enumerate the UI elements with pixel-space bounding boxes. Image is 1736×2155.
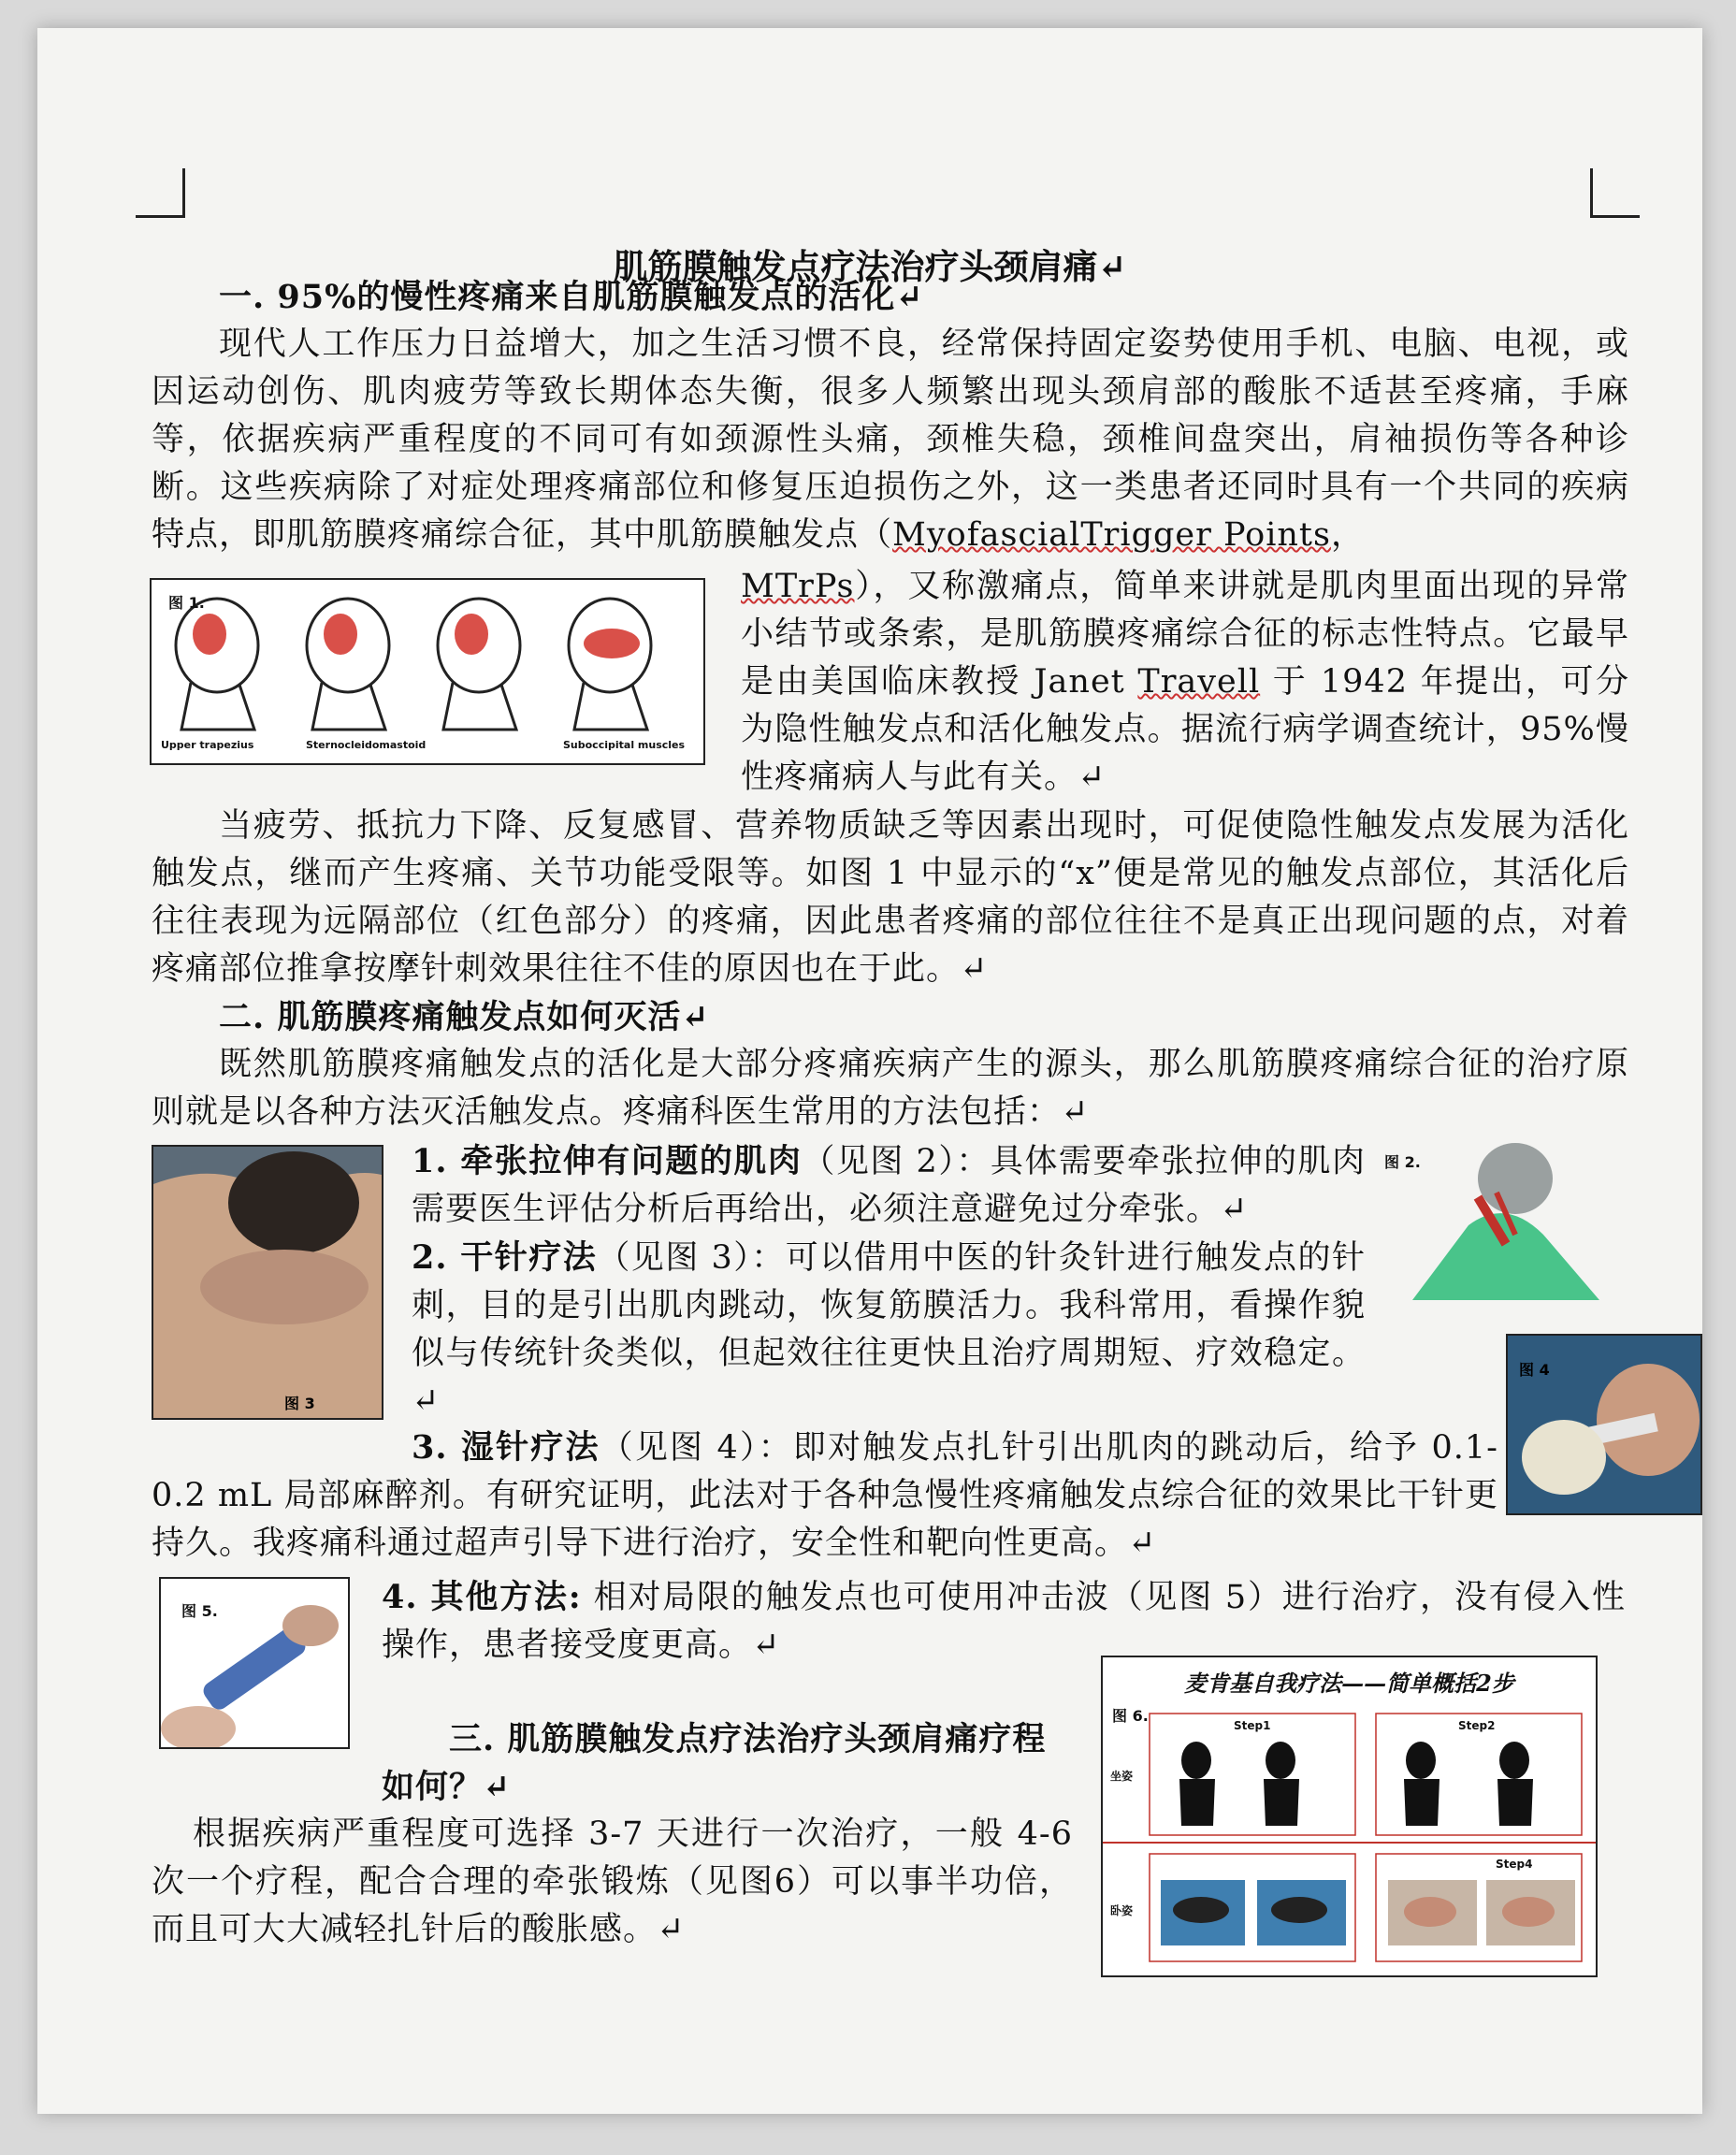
- figure-2-shapes: [1384, 1141, 1628, 1309]
- method-4-title: 4. 其他方法:: [382, 1578, 582, 1616]
- figure-1-caption-4: Suboccipital muscles: [563, 739, 686, 751]
- figure-3-photo-shapes: [153, 1147, 382, 1418]
- method-3-title: 3. 湿针疗法: [412, 1428, 600, 1467]
- figure-6-step4: Step4: [1496, 1858, 1533, 1871]
- figure-1-heads-illustration: [152, 580, 703, 763]
- section3-heading: 三. 肌筋膜触发点疗法治疗头颈肩痛疗程如何？↵: [382, 1720, 1047, 1806]
- p4-text: 根据疾病严重程度可选择 3-7 天进行一次治疗，一般 4-6 次一个疗程，配合合理的牵张锻炼（见图6）可以事半功倍，而且可大大减轻扎针后的酸胀感。↵: [152, 1815, 1073, 1948]
- p1-comma: ，: [1330, 516, 1365, 554]
- method-1-text: （见图 2）：具体需要牵张拉伸的肌肉需要医生评估分析后再给出，必须注意避免过分牵张。↵: [412, 1143, 1366, 1228]
- figure-1-head-1: [176, 599, 258, 730]
- crop-mark-top-left: [136, 168, 185, 218]
- method-1-title: 1. 牵张拉伸有问题的肌肉: [412, 1142, 803, 1180]
- method-2-text: （见图 3）：可以借用中医的针灸针进行触发点的针刺，目的是引出肌肉跳动，恢复筋膜活力。我科常用，看操作貌似与传统针灸类似，但起效往往更快且治疗周期短、疗效稳定。↵: [412, 1239, 1366, 1420]
- method-3-text: （见图 4）：即对触发点扎针引出肌肉的跳动后，给予 0.1-0.2 mL 局部麻醉剂。有研究证明，此法对于各种急慢性疼痛触发点综合征的效果比干针更持久。我疼痛科通过超声引导下进行治疗，安全性和靶向性更高。↵: [152, 1429, 1498, 1562]
- p1-text-c: 于 1942 年提出，可分为隐性触发点和活化触发点。据流行病学调查统计，95%慢性疼痛病人与此有关。↵: [741, 663, 1630, 796]
- figure-2-label: 图 2.: [1384, 1153, 1421, 1171]
- section1-paragraph1-start: [152, 321, 1629, 559]
- methods-1-2-block: [412, 1137, 1366, 1425]
- figure-1-head-2: [307, 599, 389, 730]
- figure-1-head-3: [438, 599, 520, 730]
- figure-6-row1-label: 坐姿: [1110, 1770, 1134, 1783]
- document-title: 肌筋膜触发点疗法治疗头颈肩痛↵: [613, 246, 1127, 287]
- figure-3-dry-needling-photo: [152, 1145, 383, 1420]
- section1-paragraph1-wrap: [741, 563, 1629, 802]
- figure-6-mckenzie-exercise: [1101, 1656, 1598, 1977]
- crop-mark-top-right: [1590, 168, 1640, 218]
- section2-heading: 二. 肌筋膜疼痛触发点如何灭活↵: [219, 998, 710, 1036]
- p1-abbr: MTrPs: [741, 568, 855, 605]
- figure-3-label: 图 3: [284, 1395, 315, 1412]
- figure-1-trigger-points: [150, 578, 705, 765]
- p1-text-b: ），又称激痛点，简单来讲就是肌肉里面出现的异常小结节或条索，是肌筋膜疼痛综合征的标志性特点。它最早是由美国临床教授 Janet: [741, 568, 1629, 701]
- figure-1-caption-2: Sternocleidomastoid: [306, 739, 427, 751]
- method-2-title: 2. 干针疗法: [412, 1238, 598, 1277]
- section3-paragraph: [152, 1811, 1073, 1954]
- figure-4-wet-needling-photo: [1506, 1334, 1702, 1515]
- section1-block: [152, 273, 1629, 559]
- p1-term: MyofascialTrigger Points: [892, 516, 1331, 554]
- figure-6-step1: Step1: [1234, 1719, 1271, 1732]
- p3-text: 既然肌筋膜疼痛触发点的活化是大部分疼痛疾病产生的源头，那么肌筋膜疼痛综合征的治疗原则就是以各种方法灭活触发点。疼痛科医生常用的方法包括：↵: [152, 1046, 1629, 1131]
- figure-6-row2-label: 卧姿: [1110, 1904, 1134, 1917]
- section3-heading-block: [382, 1715, 1074, 1811]
- figure-4-label: 图 4: [1519, 1361, 1550, 1379]
- figure-6-step2: Step2: [1458, 1719, 1496, 1732]
- document-page: [37, 28, 1702, 2114]
- figure-6-title: 麦肯基自我疗法——简单概括2步: [1184, 1670, 1514, 1697]
- p1-travell: Travell: [1137, 663, 1261, 701]
- figure-1-head-4: [569, 599, 651, 730]
- p1-text-a: 现代人工作压力日益增大，加之生活习惯不良，经常保持固定姿势使用手机、电脑、电视，或因运动创伤、肌肉疲劳等致长期体态失衡，很多人频繁出现头颈肩部的酸胀不适甚至疼痛，手麻等，依据疾病严重程度的不同可有如颈源性头痛，颈椎失稳，颈椎间盘突出，肩袖损伤等各种诊断。这些疾病除了对症处理疼痛部位和修复压迫损伤之外，这一类患者还同时具有一个共同的疾病特点，即肌筋膜疼痛综合征，其中肌筋膜触发点（: [152, 325, 1629, 554]
- figure-6-label: 图 6.: [1112, 1707, 1149, 1725]
- method-4-text: 相对局限的触发点也可使用冲击波（见图 5）进行治疗，没有侵入性操作，患者接受度更高。↵: [382, 1579, 1626, 1664]
- figure-1-label: 图 1.: [168, 594, 205, 612]
- section1-paragraph2: [152, 803, 1629, 993]
- figure-5-label: 图 5.: [181, 1602, 218, 1620]
- section2-block: [152, 993, 1629, 1136]
- figure-5-shockwave-device: [159, 1577, 350, 1749]
- method-3-block: [152, 1424, 1498, 1568]
- p2-text: 当疲劳、抵抗力下降、反复感冒、营养物质缺乏等因素出现时，可促使隐性触发点发展为活化触发点，继而产生疼痛、关节功能受限等。如图 1 中显示的“x”便是常见的触发点部位，其活化后往往表现为远隔部位（红色部分）的疼痛，因此患者疼痛的部位往往不是真正出现问题的点，对着疼痛部位推拿按摩针刺效果往往不佳的原因也在于此。↵: [152, 807, 1629, 988]
- figure-1-caption-1: Upper trapezius: [161, 739, 254, 751]
- section1-heading: 一. 95%的慢性疼痛来自肌筋膜触发点的活化↵: [219, 278, 924, 316]
- figure-2-stretch-illustration: [1384, 1141, 1628, 1309]
- figure-6-panels: [1103, 1657, 1596, 1975]
